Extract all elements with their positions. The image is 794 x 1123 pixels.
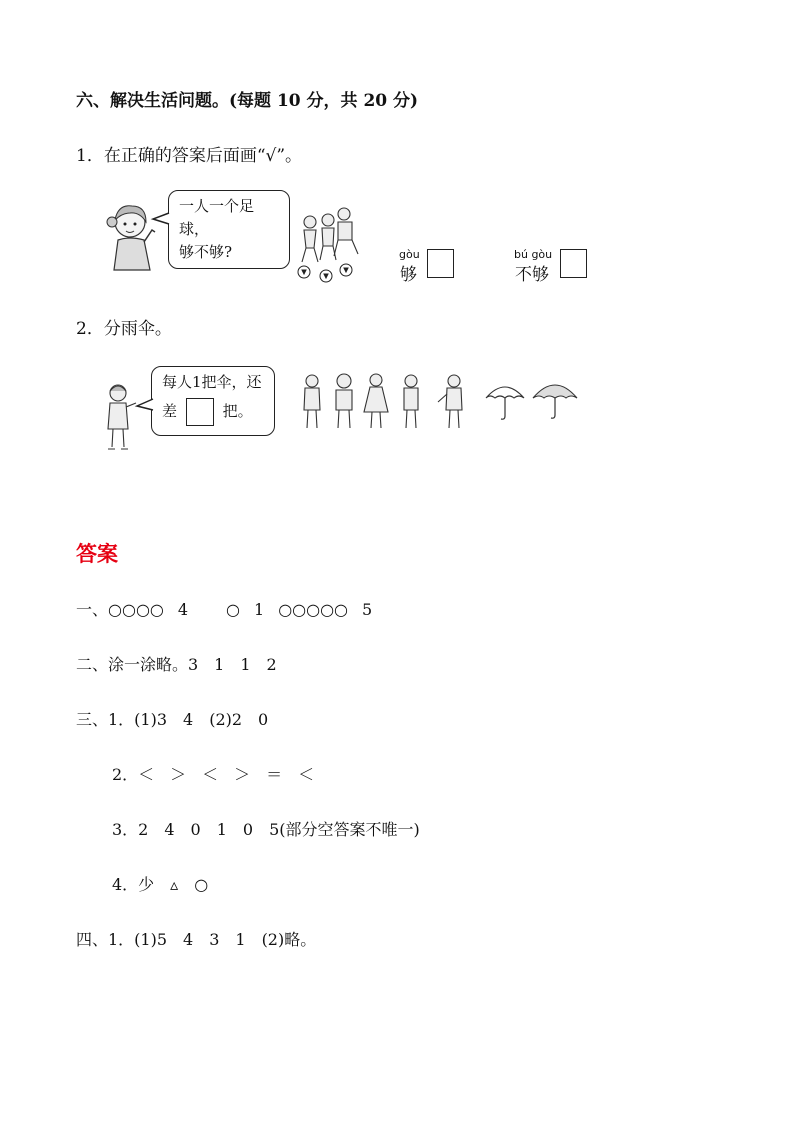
answer-line-4: 2．＜ ＞ ＜ ＞ ＝ ＜: [112, 765, 315, 784]
girl-thinking-illustration: [100, 200, 164, 272]
answer-line-1-prefix: 一、: [76, 600, 109, 619]
question-1-prompt: 1．在正确的答案后面画“√”。: [76, 146, 303, 166]
bubble-q2-suffix: 把。: [222, 402, 253, 420]
option-1-pinyin: gòu: [399, 248, 420, 261]
speech-bubble-tail: [152, 212, 170, 226]
speech-bubble-q2: [151, 366, 275, 436]
speech-bubble-tail: [136, 398, 154, 412]
option-2-checkbox[interactable]: [560, 249, 587, 278]
bubble-q2-line1: 每人1把伞，还: [162, 373, 262, 391]
answer-line-6: 4．少 ▵ ○: [112, 875, 209, 894]
answer-line-3: 三、1．(1)3 4 (2)2 0: [76, 710, 269, 729]
answers-heading: 答案: [76, 541, 118, 566]
girl-pointing-illustration: [102, 381, 138, 453]
speech-bubble-q1: [168, 190, 290, 269]
answer-item: 1: [254, 600, 265, 619]
answer-item: ○○○○○: [278, 600, 349, 619]
answer-item: 5: [362, 600, 373, 619]
answer-line-5: 3．2 4 0 1 0 5(部分空答案不唯一): [112, 820, 420, 839]
answer-line-1: [76, 597, 386, 620]
question-2-prompt: 2．分雨伞。: [76, 319, 172, 339]
five-children-illustration: [298, 372, 474, 434]
option-2-pinyin: bú gòu: [514, 248, 553, 261]
umbrella-icon: [531, 380, 579, 420]
answer-item: ○: [226, 600, 241, 619]
section-title: 六、解决生活问题。(每题 10 分，共 20 分): [76, 91, 419, 111]
answer-line-7: 四、1．(1)5 4 3 1 (2)略。: [76, 930, 317, 949]
answer-item: ○○○○: [108, 600, 164, 619]
option-1-label: 够: [400, 265, 417, 285]
answer-item: 4: [177, 600, 189, 619]
bubble-q2-prefix: 差: [162, 402, 178, 420]
option-2-label: 不够: [515, 265, 549, 285]
bubble-q1-line2: 够不够?: [179, 243, 233, 261]
option-1-checkbox[interactable]: [427, 249, 454, 278]
answer-line-2: 二、涂一涂略。3 1 1 2: [76, 655, 277, 674]
children-with-footballs-illustration: [292, 206, 374, 284]
bubble-q1-line1: 一人一个足球，: [179, 197, 255, 238]
umbrella-icon: [484, 382, 526, 422]
umbrella-answer-box[interactable]: [186, 398, 214, 426]
